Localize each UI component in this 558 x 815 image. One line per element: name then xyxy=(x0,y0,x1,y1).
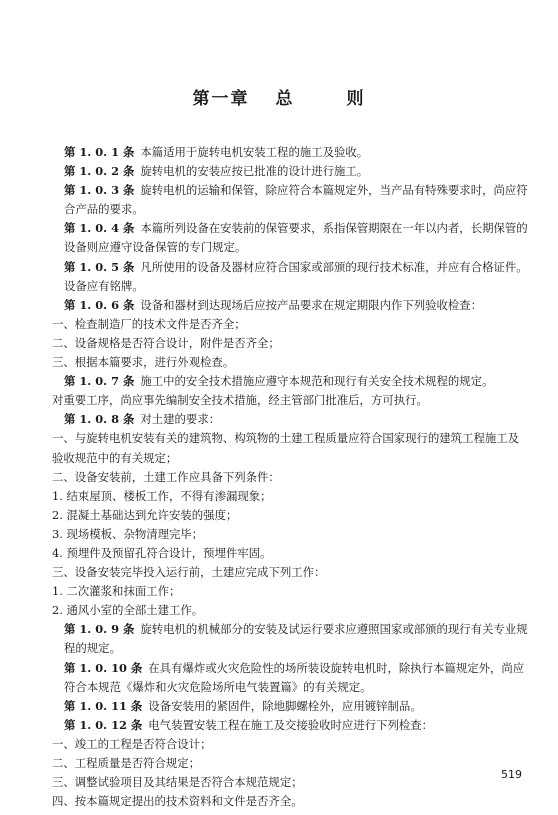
paragraph-text: 一、与旋转电机安装有关的建筑物、构筑物的土建工程质量应符合国家现行的建筑工程施工及验收规范中的有关规定； xyxy=(52,431,520,465)
list-item xyxy=(52,544,528,563)
article-number: 第 1. 0. 9 条 xyxy=(64,622,135,637)
article-number: 第 1. 0. 11 条 xyxy=(64,698,143,713)
article-number: 第 1. 0. 1 条 xyxy=(64,145,135,159)
paragraph-text: 在具有爆炸或火灾危险性的场所装设旋转电机时，除执行本篇规定外，尚应符合本规范《爆炸和火灾危险场所电气装置篇》的有关规定。 xyxy=(64,660,525,694)
paragraph-text: 对土建的要求： xyxy=(140,412,221,427)
article-paragraph xyxy=(64,181,528,219)
paragraph-text: 旋转电机的安装应按已批准的设计进行施工。 xyxy=(140,164,369,179)
article-number: 第 1. 0. 3 条 xyxy=(64,183,135,198)
paragraph-text: 凡所使用的设备及器材应符合国家或部颁的现行技术标准，并应有合格证件。设备应有铭牌。 xyxy=(64,259,528,293)
paragraph-text: 施工中的安全技术措施应遵守本规范和现行有关安全技术规程的规定。 xyxy=(140,374,494,389)
article-number: 第 1. 0. 12 条 xyxy=(64,717,143,732)
paragraph-text: 设备和器材到达现场后应按产品要求在规定期限内作下列验收检查： xyxy=(140,297,483,312)
list-item xyxy=(52,735,528,754)
paragraph-text: 对重要工序，尚应事先编制安全技术措施，经主管部门批准后，方可执行。 xyxy=(52,393,428,408)
article-paragraph xyxy=(64,143,528,162)
page-number: 519 xyxy=(501,768,522,781)
paragraph-text: 4. 预埋件及预留孔符合设计，预埋件牢固。 xyxy=(52,545,272,560)
paragraph-text: 二、设备安装前，土建工作应具备下列条件： xyxy=(52,469,280,484)
article-number: 第 1. 0. 10 条 xyxy=(64,660,143,675)
paragraph-text: 电气装置安装工程在施工及交接验收时应进行下列检查： xyxy=(148,717,434,732)
article-paragraph xyxy=(64,410,528,429)
paragraph-text: 一、检查制造厂的技术文件是否齐全； xyxy=(52,316,246,331)
list-item xyxy=(52,754,528,773)
paragraph-text: 一、竣工的工程是否符合设计； xyxy=(52,736,212,751)
list-item xyxy=(52,792,528,811)
paragraph-text: 1. 二次灌浆和抹面工作； xyxy=(52,584,181,599)
article-paragraph xyxy=(64,258,528,296)
list-item xyxy=(52,391,528,410)
article-number: 第 1. 0. 8 条 xyxy=(64,412,135,427)
article-paragraph xyxy=(64,162,528,181)
list-item xyxy=(52,353,528,372)
paragraph-text: 四、按本篇规定提出的技术资料和文件是否齐全。 xyxy=(52,794,303,809)
paragraph-text: 三、设备安装完毕投入运行前，土建应完成下列工作： xyxy=(52,565,326,580)
article-paragraph xyxy=(64,296,528,315)
article-number: 第 1. 0. 6 条 xyxy=(64,297,135,312)
article-number: 第 1. 0. 7 条 xyxy=(64,374,135,389)
article-paragraph xyxy=(64,219,528,257)
list-item xyxy=(52,525,528,544)
paragraph-text: 旋转电机的机械部分的安装及试运行要求应遵照国家或部颁的现行有关专业规程的规定。 xyxy=(64,622,528,656)
paragraph-text: 本篇适用于旋转电机安装工程的施工及验收。 xyxy=(140,145,369,159)
paragraph-text: 二、工程质量是否符合规定； xyxy=(52,756,201,770)
article-paragraph xyxy=(64,659,528,697)
list-item xyxy=(52,334,528,353)
paragraph-text: 二、设备规格是否符合设计，附件是否齐全； xyxy=(52,335,280,350)
article-number: 第 1. 0. 4 条 xyxy=(64,221,135,236)
list-item xyxy=(52,563,528,582)
article-paragraph xyxy=(64,372,528,391)
article-number: 第 1. 0. 5 条 xyxy=(64,259,135,274)
list-item xyxy=(52,429,528,467)
chapter-word-2: 则 xyxy=(346,89,366,109)
list-item xyxy=(52,601,528,620)
article-paragraph xyxy=(64,716,528,735)
chapter-word-1: 总 xyxy=(275,89,295,109)
paragraph-text: 1. 结束屋顶、楼板工作，不得有渗漏现象； xyxy=(52,488,272,503)
chapter-number: 第一章 xyxy=(192,89,250,109)
document-body xyxy=(52,143,528,811)
article-number: 第 1. 0. 2 条 xyxy=(64,164,135,179)
paragraph-text: 三、根据本篇要求，进行外观检查。 xyxy=(52,355,235,370)
list-item xyxy=(52,582,528,601)
chapter-title xyxy=(0,84,558,109)
paragraph-text: 设备安装用的紧固件，除地脚螺栓外，应用镀锌制品。 xyxy=(148,698,422,713)
paragraph-text: 本篇所列设备在安装前的保管要求，系指保管期限在一年以内者，长期保管的设备则应遵守设备保管的专门规定。 xyxy=(64,221,528,255)
paragraph-text: 2. 混凝土基础达到允许安装的强度； xyxy=(52,507,238,522)
paragraph-text: 2. 通风小室的全部土建工作。 xyxy=(52,603,204,618)
list-item xyxy=(52,315,528,334)
article-paragraph xyxy=(64,697,528,716)
paragraph-text: 3. 现场模板、杂物清理完毕； xyxy=(52,526,204,541)
paragraph-text: 三、调整试验项目及其结果是否符合本规范规定； xyxy=(52,775,303,790)
paragraph-text: 旋转电机的运输和保管，除应符合本篇规定外，当产品有特殊要求时，尚应符合产品的要求。 xyxy=(64,183,528,217)
article-paragraph xyxy=(64,620,528,658)
list-item xyxy=(52,506,528,525)
list-item xyxy=(52,773,528,792)
list-item xyxy=(52,487,528,506)
list-item xyxy=(52,468,528,487)
